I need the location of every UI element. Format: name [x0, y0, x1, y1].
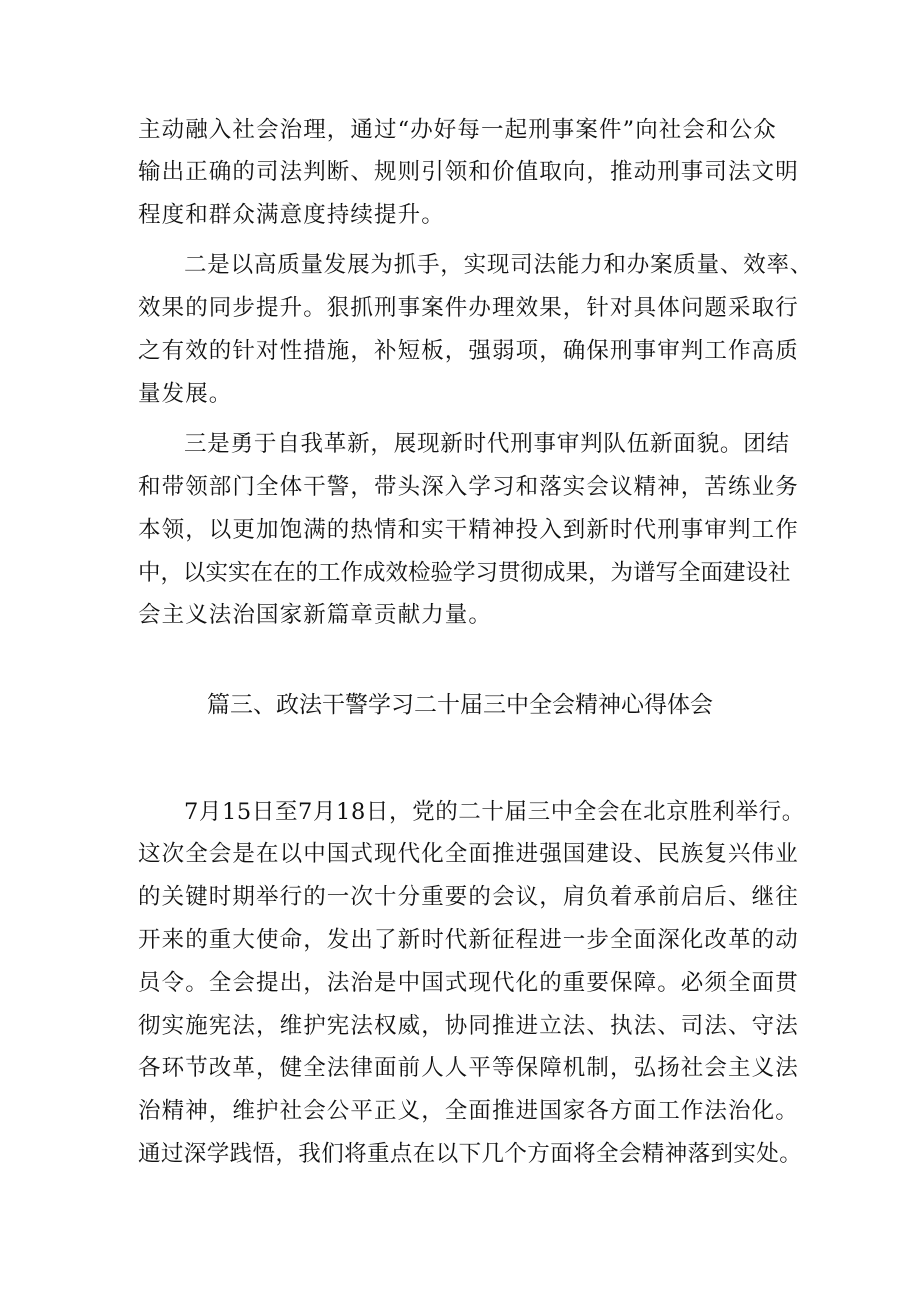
text-line: 通过深学践悟，我们将重点在以下几个方面将全会精神落到实处。: [138, 1141, 803, 1167]
text-line: 二是以高质量发展为抓手，实现司法能力和办案质量、效率、: [184, 252, 814, 278]
text-line: 之有效的针对性措施，补短板，强弱项，确保刑事审判工作高质: [138, 338, 799, 364]
text-line: 员令。全会提出，法治是中国式现代化的重要保障。必须全面贯: [138, 970, 799, 996]
text-line: 的关键时期举行的一次十分重要的会议，肩负着承前启后、继往: [138, 884, 799, 910]
text-line: 程度和群众满意度持续提升。: [138, 202, 445, 228]
text-line: 7月15日至7月18日，党的二十届三中全会在北京胜利举行。: [184, 799, 805, 825]
text-line: 治精神，维护社会公平正义，全面推进国家各方面工作法治化。: [138, 1098, 799, 1124]
text-line: 效果的同步提升。狠抓刑事案件办理效果，针对具体问题采取行: [138, 295, 799, 321]
text-line: 本领，以更加饱满的热情和实干精神投入到新时代刑事审判工作: [138, 517, 799, 543]
text-line: 会主义法治国家新篇章贡献力量。: [138, 602, 493, 628]
text-line: 输出正确的司法判断、规则引领和价值取向，推动刑事司法文明: [138, 159, 799, 185]
text-line: 这次全会是在以中国式现代化全面推进强国建设、民族复兴伟业: [138, 841, 799, 867]
section-heading: 篇三、政法干警学习二十届三中全会精神心得体会: [207, 692, 713, 718]
text-line: 量发展。: [138, 381, 233, 407]
text-line: 中，以实实在在的工作成效检验学习贯彻成果，为谱写全面建设社: [138, 560, 791, 586]
text-line: 和带领部门全体干警，带头深入学习和落实会议精神，苦练业务: [138, 474, 799, 500]
text-line: 三是勇于自我革新，展现新时代刑事审判队伍新面貌。团结: [184, 431, 790, 457]
text-line: 彻实施宪法，维护宪法权威，协同推进立法、执法、司法、守法: [138, 1013, 799, 1039]
text-line: 主动融入社会治理，通过“办好每一起刑事案件”向社会和公众: [138, 117, 777, 143]
text-line: 各环节改革，健全法律面前人人平等保障机制，弘扬社会主义法: [138, 1055, 799, 1081]
text-line: 开来的重大使命，发出了新时代新征程进一步全面深化改革的动: [138, 927, 799, 953]
